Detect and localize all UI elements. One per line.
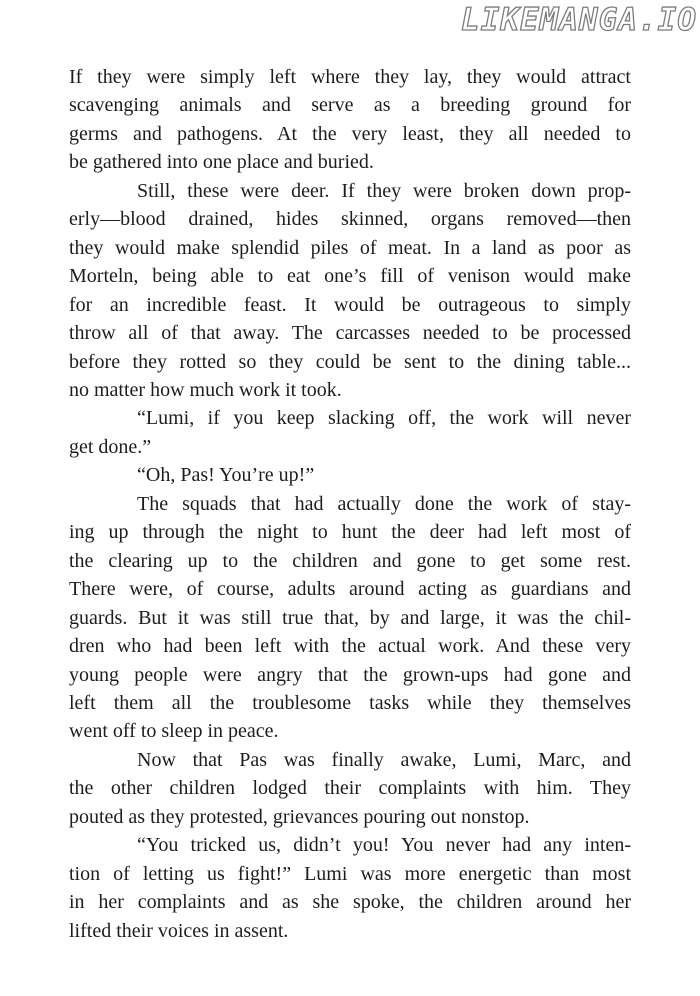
text-line: pouted as they protested, grievances pouring out nonstop.	[69, 805, 530, 828]
text-line: be gathered into one place and buried.	[69, 151, 374, 174]
text-line: ing up through the night to hunt the deer had left most of	[69, 521, 631, 544]
text-line: no matter how much work it took.	[69, 378, 342, 401]
text-line: germs and pathogens. At the very least, they all needed to	[69, 122, 631, 145]
text-line: for an incredible feast. It would be outrageous to simply	[69, 293, 631, 316]
text-line: get done.”	[69, 435, 152, 458]
text-line: “You tricked us, didn’t you! You never had any inten-	[137, 834, 631, 857]
text-line: young people were angry that the grown-ups had gone and	[69, 663, 631, 686]
text-line: in her complaints and as she spoke, the children around her	[69, 891, 631, 914]
text-line: tion of letting us fight!” Lumi was more energetic than most	[69, 862, 631, 885]
text-line: There were, of course, adults around acting as guardians and	[69, 578, 631, 601]
text-line: the other children lodged their complaints with him. They	[69, 777, 631, 800]
text-line: went off to sleep in peace.	[69, 720, 279, 743]
novel-text-block	[69, 63, 631, 945]
text-line: throw all of that away. The carcasses needed to be processed	[69, 322, 631, 345]
text-line: lifted their voices in assent.	[69, 919, 289, 942]
text-line: guards. But it was still true that, by and large, it was the chil-	[69, 606, 631, 629]
text-line: left them all the troublesome tasks while they themselves	[69, 691, 631, 714]
text-line: The squads that had actually done the work of stay-	[137, 492, 631, 515]
text-line: “Oh, Pas! You’re up!”	[137, 464, 315, 487]
text-line: If they were simply left where they lay, they would attract	[69, 66, 631, 88]
text-line: erly—blood drained, hides skinned, organs removed—then	[69, 208, 631, 231]
text-line: “Lumi, if you keep slacking off, the work will never	[137, 407, 631, 430]
text-line: the clearing up to the children and gone to get some rest.	[69, 549, 631, 572]
text-line: before they rotted so they could be sent to the dining table...	[69, 350, 631, 373]
text-line: they would make splendid piles of meat. In a land as poor as	[69, 236, 631, 259]
text-line: Still, these were deer. If they were broken down prop-	[137, 179, 631, 202]
site-watermark: LIKEMANGA.IO	[461, 2, 697, 38]
text-line: scavenging animals and serve as a breeding ground for	[69, 94, 631, 117]
text-line: dren who had been left with the actual work. And these very	[69, 635, 631, 658]
text-line: Morteln, being able to eat one’s fill of venison would make	[69, 265, 631, 288]
text-line: Now that Pas was finally awake, Lumi, Marc, and	[137, 748, 631, 771]
